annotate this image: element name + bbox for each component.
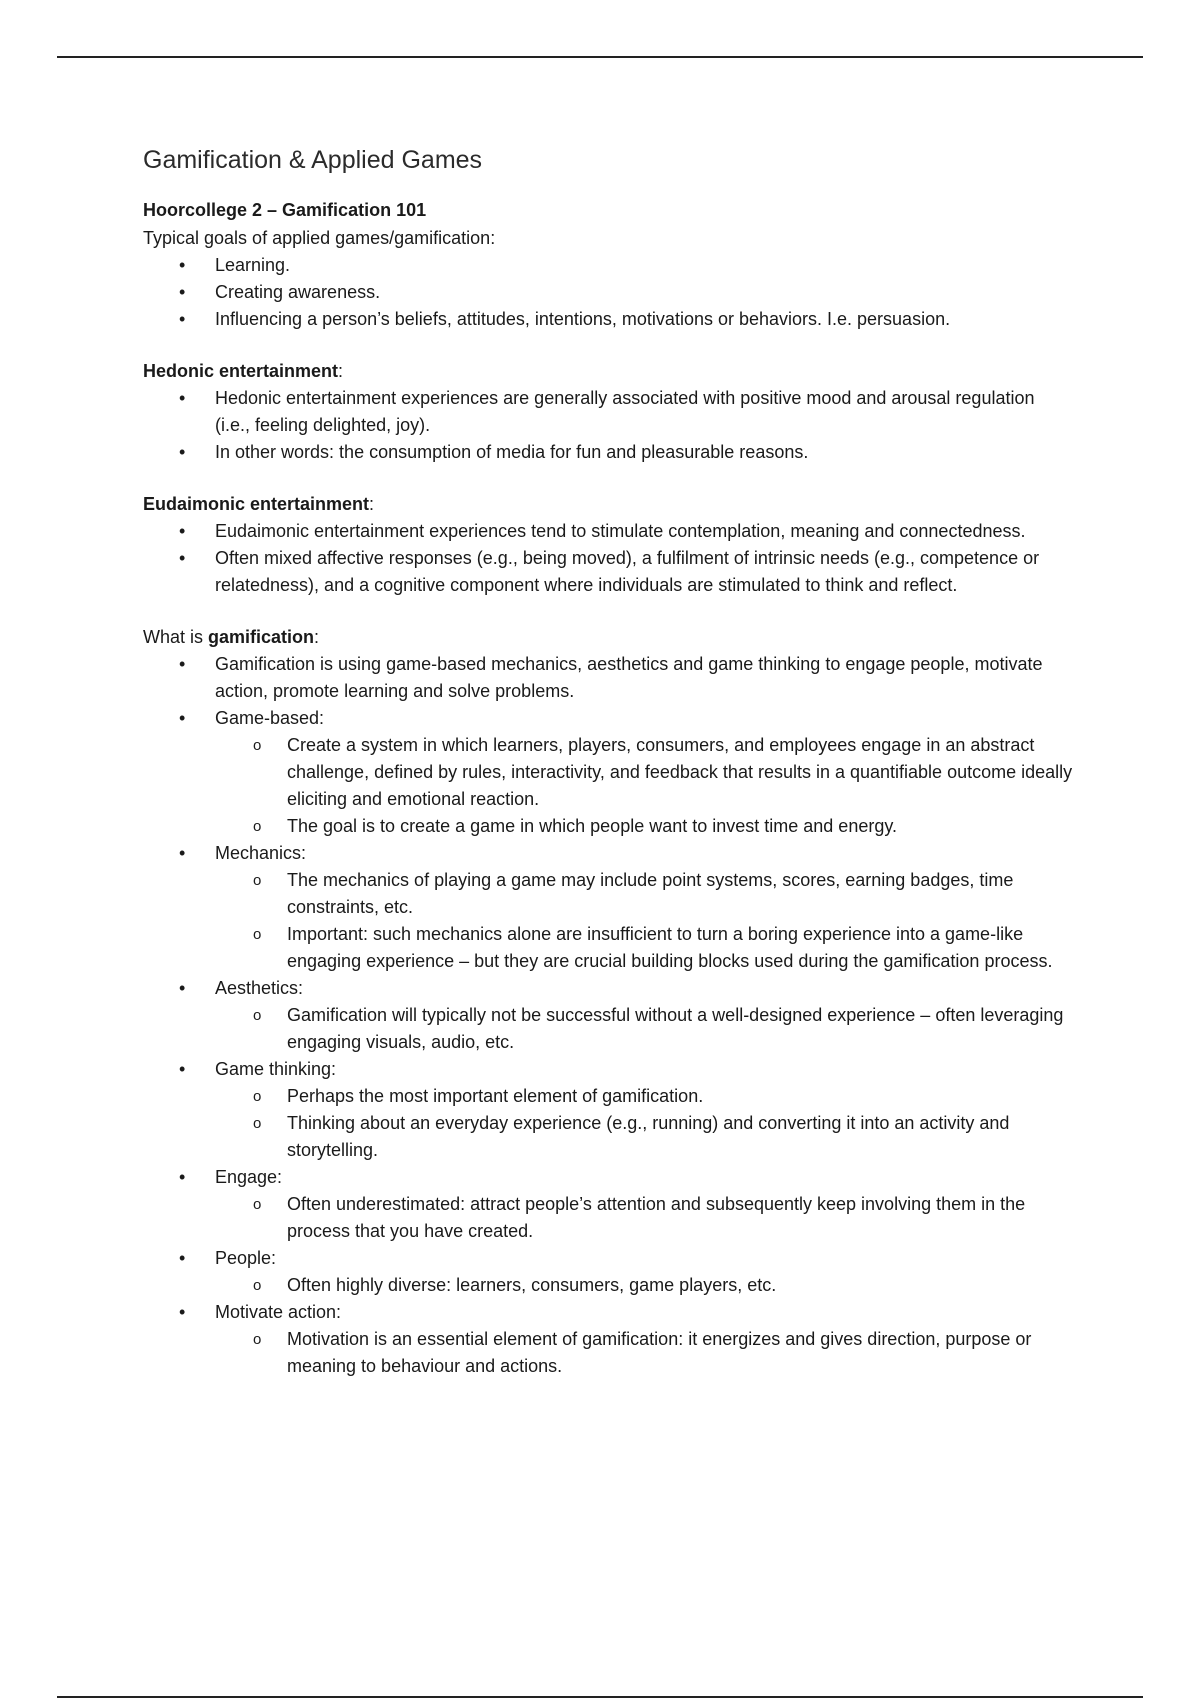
aesthetics-label: Aesthetics: xyxy=(215,978,304,998)
mechanics-sublist xyxy=(215,867,1073,975)
sub-list-item: o The goal is to create a game in which people want to invest time and energy. xyxy=(215,813,1073,840)
eudaimonic-list xyxy=(143,518,1073,599)
sub-list-item: o Perhaps the most important element of gamification. xyxy=(215,1083,1073,1110)
sub-list-item: o Important: such mechanics alone are insufficient to turn a boring experience into a game-like engaging experience – but they are crucial building blocks used during the gamification process. xyxy=(215,921,1073,975)
sub-list-item: o Create a system in which learners, players, consumers, and employees engage in an abstract challenge, defined by rules, interactivity, and feedback that results in a quantifiable outcome ideally eliciting and emotional reaction. xyxy=(215,732,1073,813)
sub-list-item: o The mechanics of playing a game may include point systems, scores, earning badges, time constraints, etc. xyxy=(215,867,1073,921)
gamification-heading: gamification xyxy=(208,627,315,647)
list-item: • Eudaimonic entertainment experiences tend to stimulate contemplation, meaning and connectedness. xyxy=(143,518,1073,545)
sub-list-item: o Thinking about an everyday experience (e.g., running) and converting it into an activity and storytelling. xyxy=(215,1110,1073,1164)
game-based-label: Game-based: xyxy=(215,708,325,728)
document-title: Gamification & Applied Games xyxy=(143,146,483,174)
document-body xyxy=(143,142,1073,1380)
people-sublist xyxy=(215,1272,1073,1299)
top-rule xyxy=(57,56,1143,58)
goals-list xyxy=(143,252,1073,333)
list-item-game-thinking xyxy=(143,1056,1073,1164)
list-item-motivate-action xyxy=(143,1299,1073,1380)
eudaimonic-colon: : xyxy=(369,494,375,514)
eudaimonic-heading-line xyxy=(143,490,1073,518)
sub-list-item: o Often underestimated: attract people’s attention and subsequently keep involving them in the process that you have created. xyxy=(215,1191,1073,1245)
list-item: • Learning. xyxy=(143,252,1073,279)
list-item-mechanics xyxy=(143,840,1073,975)
motivate-action-sublist xyxy=(215,1326,1073,1380)
hedonic-heading-line xyxy=(143,357,1073,385)
hedonic-colon: : xyxy=(338,361,344,381)
eudaimonic-heading: Eudaimonic entertainment xyxy=(143,494,370,514)
engage-label: Engage: xyxy=(215,1167,283,1187)
hedonic-heading: Hedonic entertainment xyxy=(143,361,339,381)
sub-list-item: o Motivation is an essential element of gamification: it energizes and gives direction, purpose or meaning to behaviour and actions. xyxy=(215,1326,1073,1380)
gamification-list xyxy=(143,651,1073,1380)
mechanics-label: Mechanics: xyxy=(215,843,307,863)
people-label: People: xyxy=(215,1248,277,1268)
motivate-action-label: Motivate action: xyxy=(215,1302,342,1322)
game-thinking-label: Game thinking: xyxy=(215,1059,337,1079)
list-item-game-based xyxy=(143,705,1073,840)
hedonic-list xyxy=(143,385,1073,466)
goals-intro: Typical goals of applied games/gamification: xyxy=(143,228,496,248)
list-item: • Gamification is using game-based mechanics, aesthetics and game thinking to engage people, motivate action, promote learning and solve problems. xyxy=(143,651,1073,705)
list-item-aesthetics xyxy=(143,975,1073,1056)
aesthetics-sublist xyxy=(215,1002,1073,1056)
gamification-heading-line xyxy=(143,623,1073,651)
sub-list-item: o Gamification will typically not be successful without a well-designed experience – often leveraging engaging visuals, audio, etc. xyxy=(215,1002,1073,1056)
list-item: • Influencing a person’s beliefs, attitudes, intentions, motivations or behaviors. I.e. persuasion. xyxy=(143,306,1073,333)
list-item: • Creating awareness. xyxy=(143,279,1073,306)
list-item-engage xyxy=(143,1164,1073,1245)
list-item: • In other words: the consumption of media for fun and pleasurable reasons. xyxy=(143,439,1073,466)
game-based-sublist xyxy=(215,732,1073,840)
list-item: • Often mixed affective responses (e.g., being moved), a fulfilment of intrinsic needs (e.g., competence or relatedness), and a cognitive component where individuals are stimulated to think and reflect. xyxy=(143,545,1073,599)
list-item-people xyxy=(143,1245,1073,1299)
list-item: • Hedonic entertainment experiences are generally associated with positive mood and arousal regulation (i.e., feeling delighted, joy). xyxy=(143,385,1073,439)
lecture-heading: Hoorcollege 2 – Gamification 101 xyxy=(143,200,427,220)
gamification-colon: : xyxy=(314,627,320,647)
sub-list-item: o Often highly diverse: learners, consumers, game players, etc. xyxy=(215,1272,1073,1299)
engage-sublist xyxy=(215,1191,1073,1245)
gamification-prefix: What is xyxy=(143,627,209,647)
game-thinking-sublist xyxy=(215,1083,1073,1164)
bottom-rule xyxy=(57,1696,1143,1698)
